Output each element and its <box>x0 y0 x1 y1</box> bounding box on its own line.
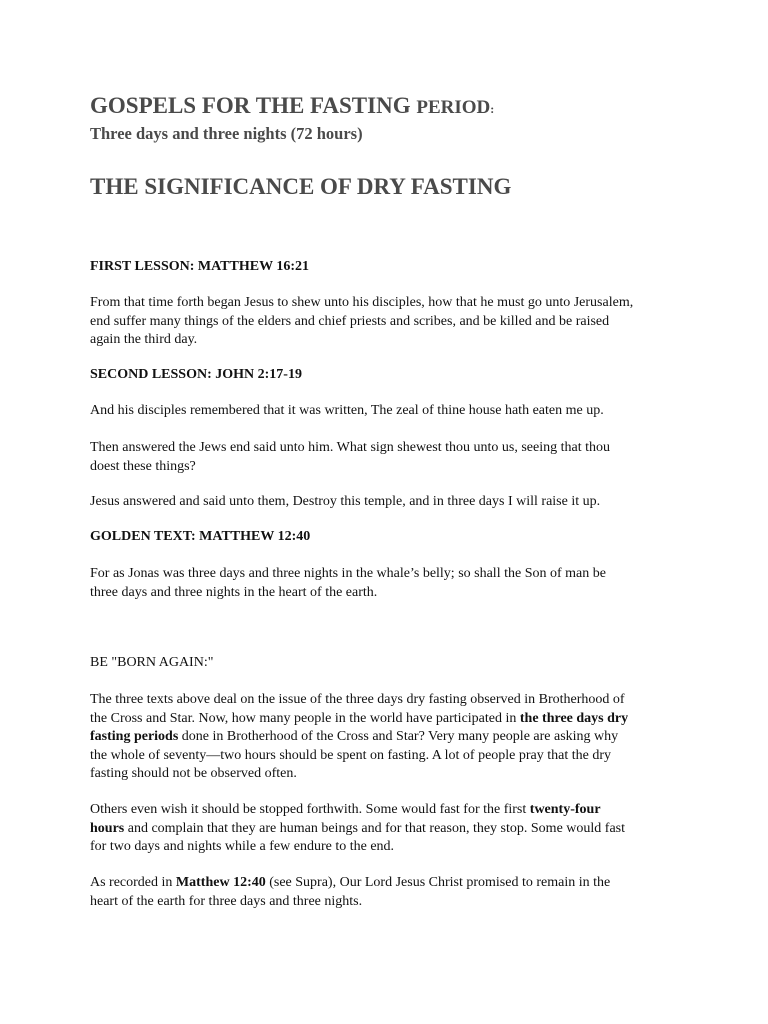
bold-run: twenty-four <box>529 802 601 817</box>
second-lesson-heading: SECOND LESSON: JOHN 2:17-19 <box>90 367 302 382</box>
bold-run: hours <box>90 820 125 836</box>
first-lesson-heading: FIRST LESSON: MATTHEW 16:21 <box>90 259 309 274</box>
first-lesson-text <box>90 294 690 350</box>
text-line: for two days and nights while a few endure to the end. <box>90 839 395 855</box>
title-colon: : <box>490 102 495 116</box>
text-line: From that time forth began Jesus to shew unto his disciples, how that he must go unto Jerusalem, <box>90 295 634 310</box>
text-line: end suffer many things of the elders and chief priests and scribes, and be killed and be raised <box>90 313 610 329</box>
golden-text-heading: GOLDEN TEXT: MATTHEW 12:40 <box>90 529 311 544</box>
text-line: heart of the earth for three days and three nights. <box>90 893 363 909</box>
title-period: PERIOD <box>416 97 491 118</box>
second-lesson-paragraph-3: Jesus answered and said unto them, Destroy this temple, and in three days I will raise it up. <box>90 494 601 509</box>
text-line: Then answered the Jews end said unto him. What sign shewest thou unto us, seeing that thou <box>90 440 610 455</box>
text-line: The three texts above deal on the issue of the three days dry fasting observed in Brotherhood of <box>90 692 625 707</box>
text-run: done in Brotherhood of the Cross and Star? Very many people are asking why <box>178 729 619 745</box>
second-lesson-paragraph-1: And his disciples remembered that it was written, The zeal of thine house hath eaten me up. <box>90 403 604 418</box>
second-lesson-paragraph-2 <box>90 439 690 476</box>
born-again-paragraph-2 <box>90 801 690 857</box>
born-again-paragraph-3 <box>90 874 690 911</box>
bold-run: fasting periods <box>90 729 179 745</box>
text-run: and complain that they are human beings and for that reason, they stop. Some would fast <box>124 820 626 836</box>
title-main: GOSPELS FOR THE FASTING <box>90 93 417 118</box>
bold-run: the three days dry <box>519 710 629 726</box>
text-line: doest these things? <box>90 458 196 474</box>
text-run: As recorded in <box>90 875 176 890</box>
text-line: again the third day. <box>90 332 198 348</box>
document-title <box>90 93 494 119</box>
text-line: the whole of seventy—two hours should be spent on fasting. A lot of people pray that the dry <box>90 747 612 763</box>
born-again-paragraph-1 <box>90 691 690 784</box>
section-heading-dry-fasting: THE SIGNIFICANCE OF DRY FASTING <box>90 174 512 199</box>
golden-text-paragraph <box>90 565 690 602</box>
document-subtitle: Three days and three nights (72 hours) <box>90 124 363 143</box>
bold-run: Matthew 12:40 <box>175 875 266 890</box>
born-again-heading: BE "BORN AGAIN:" <box>90 655 214 670</box>
text-line: For as Jonas was three days and three nights in the whale’s belly; so shall the Son of man be <box>90 566 606 581</box>
text-run: the Cross and Star. Now, how many people in the world have participated in <box>90 710 520 726</box>
text-run: (see Supra), Our Lord Jesus Christ promised to remain in the <box>265 875 611 890</box>
text-line: fasting should not be observed often. <box>90 766 297 782</box>
text-run: Others even wish it should be stopped forthwith. Some would fast for the first <box>90 802 530 817</box>
text-line: three days and three nights in the heart of the earth. <box>90 584 378 600</box>
